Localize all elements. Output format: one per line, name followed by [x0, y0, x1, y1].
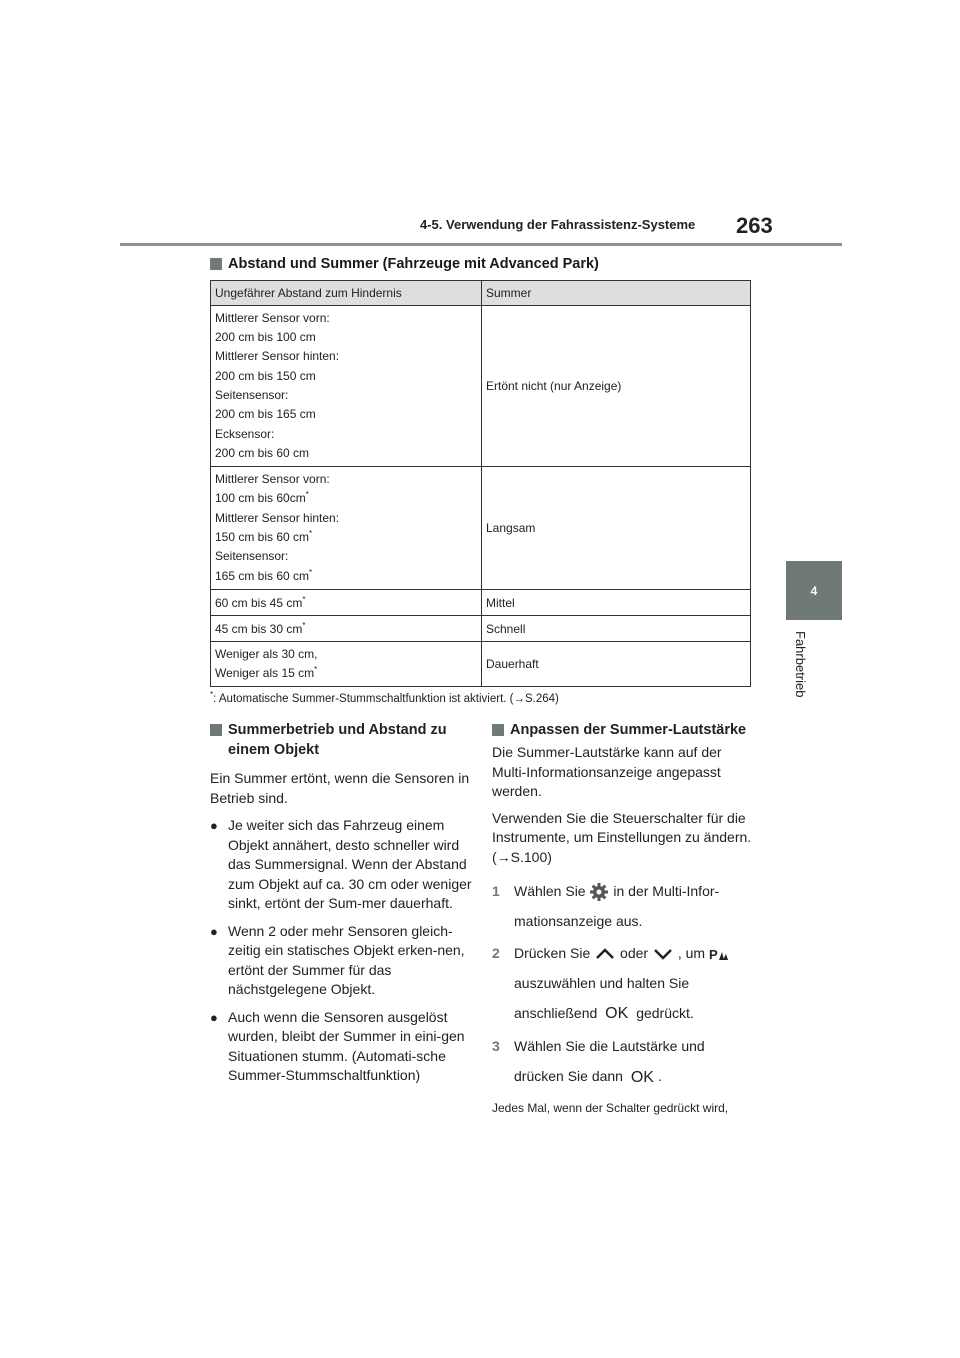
list-item-text: Je weiter sich das Fahrzeug einem Objekt annähert, desto schneller wird das Summersignal. Wenn der Abstand zum Objekt auf ca. 30 cm oder weniger sinkt, ertönt der Sum-mer dauerhaft. — [228, 817, 472, 911]
step-text-part: in der Multi-Infor- — [613, 883, 720, 899]
step-text — [514, 938, 729, 1029]
list-item — [210, 1008, 472, 1086]
footnote-mark: * — [302, 620, 306, 630]
section-header: 4-5. Verwendung der Fahrassistenz-Systeme — [420, 217, 696, 232]
footnote-mark: * — [302, 594, 306, 604]
footnote-mark: * — [309, 567, 313, 577]
step-number: 3 — [492, 1038, 500, 1055]
left-column — [210, 720, 472, 1086]
table-row — [211, 642, 751, 687]
step-text-part: . — [657, 1068, 662, 1085]
cell-line: Mittlerer Sensor hinten: — [215, 349, 340, 364]
cell-text: 60 cm bis 45 cm — [215, 595, 303, 610]
cell-line: Seitensensor: — [215, 549, 289, 564]
cell-text: 150 cm bis 60 cm — [215, 530, 310, 544]
cell-line — [215, 567, 477, 586]
header-divider — [120, 243, 842, 246]
section-title-buzzer-operation — [210, 720, 472, 760]
paragraph: Jedes Mal, wenn der Schalter gedrückt wird, — [492, 1100, 729, 1115]
cell-line: 200 cm bis 100 cm — [215, 330, 316, 345]
step-text-part: mationsanzeige aus. — [514, 913, 643, 929]
bullet-icon: ● — [210, 1009, 218, 1025]
footnote-text: : Automatische Summer-Stummschaltfunktion ist aktiviert. (→S.264) — [213, 693, 559, 705]
section-marker-icon — [210, 724, 222, 736]
cell-line: Mittlerer Sensor vorn: — [215, 310, 330, 325]
chapter-number: 4 — [810, 583, 818, 598]
table-cell-buzzer: Dauerhaft — [482, 642, 751, 687]
step-text-part: oder — [620, 945, 649, 961]
table-cell-distance — [211, 642, 482, 687]
cell-text: 45 cm bis 30 cm — [215, 621, 303, 636]
table-cell-distance — [211, 616, 482, 642]
cell-line: Ecksensor: — [215, 426, 275, 441]
step-text-part: Wählen Sie — [514, 883, 586, 899]
step-item — [492, 1031, 754, 1092]
step-text — [514, 876, 719, 936]
section-title-text: Anpassen der Summer-Lautstärke — [510, 722, 747, 738]
step-item — [492, 938, 754, 1029]
footnote-mark: * — [305, 490, 309, 500]
chapter-label: Fahrbetrieb — [793, 631, 808, 698]
chevron-up-icon — [594, 947, 616, 961]
table-row — [211, 467, 751, 590]
cell-line — [215, 664, 477, 683]
page-number: 263 — [736, 213, 773, 238]
table-cell-distance — [211, 467, 482, 590]
ok-icon: OK — [605, 1005, 629, 1023]
cell-line — [215, 489, 477, 508]
section-marker-icon — [492, 724, 504, 736]
step-text-part: gedrückt. — [636, 1005, 694, 1021]
table-cell-buzzer: Langsam — [482, 467, 751, 590]
cell-line: 200 cm bis 60 cm — [215, 445, 310, 460]
cell-line: Weniger als 30 cm, — [215, 646, 318, 661]
cell-line: 200 cm bis 165 cm — [215, 407, 316, 422]
step-text-part: , um — [677, 945, 706, 961]
list-item-text: Wenn 2 oder mehr Sensoren gleich-zeitig ein statisches Objekt erken-nen, ertönt der Summer für das nächstgelegene Objekt. — [228, 922, 465, 997]
section-title-distance-buzzer — [210, 254, 599, 274]
list-item — [210, 922, 472, 1000]
step-item — [492, 876, 754, 936]
right-column — [492, 720, 754, 1118]
footnote-mark: * — [210, 690, 214, 700]
table-row — [211, 616, 751, 642]
step-text — [514, 1031, 705, 1092]
step-number: 1 — [492, 883, 500, 899]
bullet-icon: ● — [210, 818, 218, 833]
list-item — [210, 816, 472, 914]
table-footnote — [210, 690, 559, 705]
list-item-text: Auch wenn die Sensoren ausgelöst wurden, bleibt der Summer in eini-gen Situationen stumm. (Automati-sche Summer-Stummschaltfunktion) — [228, 1008, 465, 1083]
step-text-part: Drücken Sie — [514, 945, 591, 961]
cell-text: 165 cm bis 60 cm — [215, 568, 310, 583]
section-title-text: Summerbetrieb und Abstand zu einem Objekt — [228, 722, 447, 758]
cell-text: 100 cm bis 60cm — [215, 491, 306, 506]
step-text-part: drücken Sie dann — [514, 1068, 623, 1085]
chapter-tab — [786, 561, 842, 620]
table-cell-distance — [211, 590, 482, 616]
table-header-row — [211, 281, 751, 306]
step-text-part: auszuwählen und halten Sie — [514, 975, 690, 991]
parking-assist-icon — [709, 946, 729, 962]
paragraph: Ein Summer ertönt, wenn die Sensoren in Betrieb sind. — [210, 770, 470, 806]
chevron-down-icon — [652, 947, 674, 961]
step-number: 2 — [492, 945, 500, 961]
table-cell-buzzer: Ertönt nicht (nur Anzeige) — [482, 306, 751, 467]
table-cell-buzzer: Schnell — [482, 616, 751, 642]
ok-icon: OK — [630, 1068, 654, 1086]
section-title-text: Abstand und Summer (Fahrzeuge mit Advanced Park) — [228, 256, 599, 272]
footnote-mark: * — [314, 665, 318, 674]
paragraph: Verwenden Sie die Steuerschalter für die Instrumente, um Einstellungen zu ändern. (→S.100) — [492, 809, 752, 865]
cell-line: Seitensensor: — [215, 388, 289, 402]
table-cell-distance — [211, 306, 482, 467]
cell-line — [215, 528, 477, 547]
table-row — [211, 590, 751, 616]
footnote-mark: * — [309, 529, 313, 538]
step-text-part: Wählen Sie die Lautstärke und — [514, 1038, 705, 1055]
svg-text:P: P — [708, 947, 718, 963]
distance-buzzer-table — [210, 280, 751, 687]
column-header-buzzer: Summer — [482, 281, 751, 306]
paragraph: Die Summer-Lautstärke kann auf der Multi-Informationsanzeige angepasst werden. — [492, 744, 722, 799]
gear-icon — [589, 882, 609, 902]
section-title-buzzer-volume — [492, 720, 754, 740]
table-cell-buzzer: Mittel — [482, 590, 751, 616]
cell-line: 200 cm bis 150 cm — [215, 368, 316, 383]
cell-line: Mittlerer Sensor vorn: — [215, 472, 330, 487]
bullet-icon: ● — [210, 923, 218, 939]
cell-line: Mittlerer Sensor hinten: — [215, 510, 340, 525]
step-text-part: anschließend — [514, 1005, 598, 1021]
section-marker-icon — [210, 258, 222, 270]
cell-text: Weniger als 15 cm — [215, 666, 315, 680]
table-row — [211, 306, 751, 467]
column-header-distance: Ungefährer Abstand zum Hindernis — [211, 281, 482, 306]
